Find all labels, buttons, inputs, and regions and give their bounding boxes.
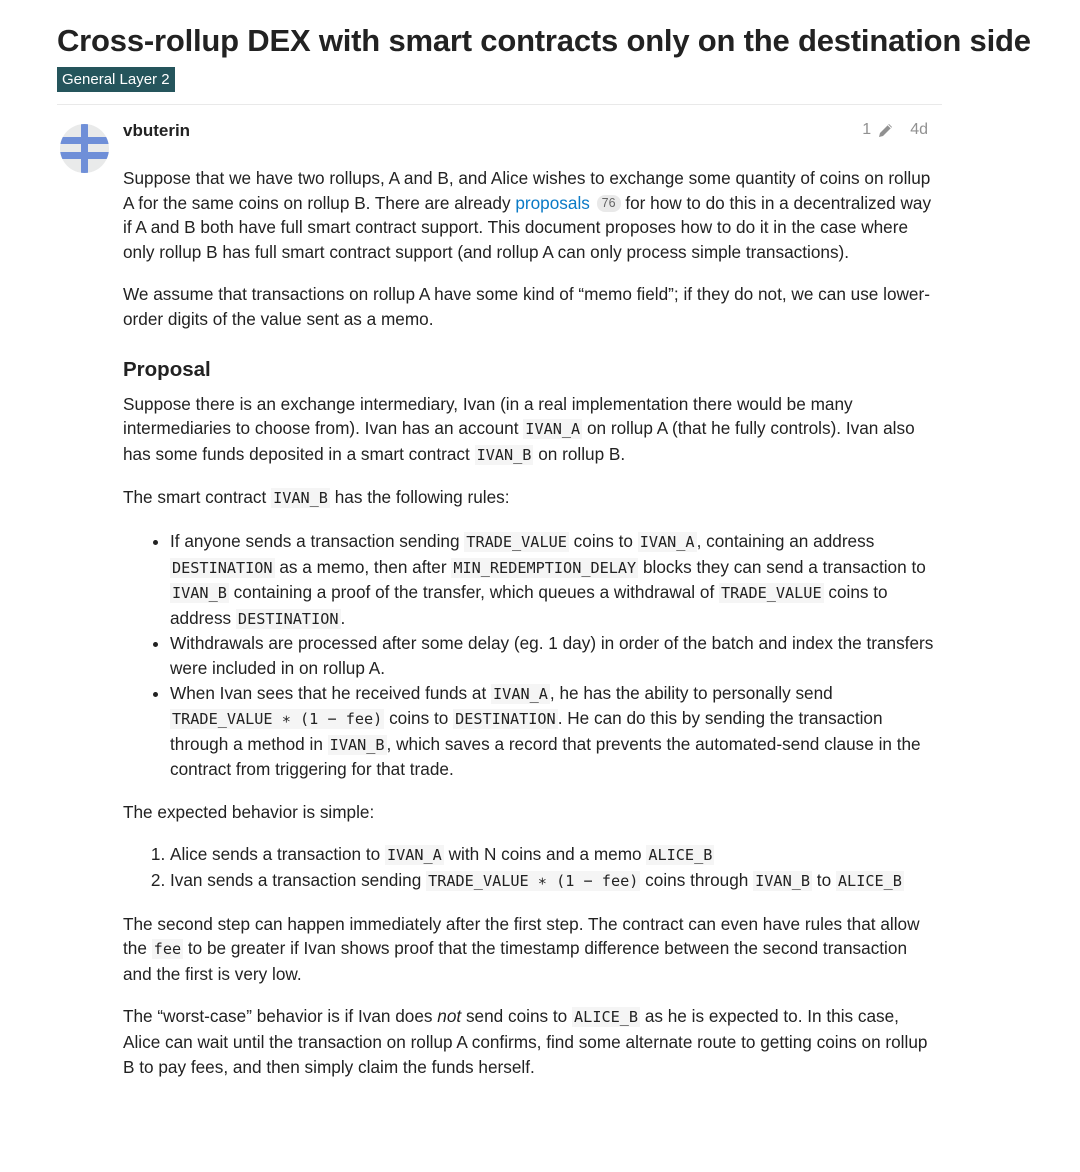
link-click-count: 76 <box>597 195 621 212</box>
edit-count[interactable]: 1 <box>862 121 872 138</box>
paragraph: Suppose there is an exchange intermediary, Ivan (in a real implementation there would be many intermediaries to choose from). Ivan has an account IVAN_A on rollup A (that he fully controls). Ivan also has some funds deposited in a smart contract IVAN_B on rollup B. <box>123 393 915 464</box>
list-item: • When Ivan sees that he received funds at IVAN_A , he has the ability to personally send TRADE_VALUE ∗ (1 − fee) coins to DESTINATION . He can do this by sending the transaction through a method in IVAN_B , which saves a record that prevents the automated-send clause in the contract from triggering for that trade. <box>170 681 935 782</box>
paragraph: Suppose that we have two rollups, A and B, and Alice wishes to exchange some quantity of coins on rollup A for the same coins on rollup B. There are already proposals 76 for how to do this in a decentralized way if A and B both have full smart contract support. This document proposes how to do it in the case where only rollup B has full smart contract support (and rollup A can only process simple transactions). <box>123 168 932 262</box>
rules-list <box>123 529 935 782</box>
pencil-icon[interactable] <box>877 122 894 139</box>
title-divider <box>57 104 942 105</box>
paragraph: The second step can happen immediately after the first step. The contract can even have rules that allow the fee to be greater if Ivan shows proof that the timestamp difference between the second transaction and the first is very low. <box>123 913 920 984</box>
section-heading: Proposal <box>123 357 211 381</box>
category-badge[interactable]: General Layer 2 <box>57 67 175 92</box>
paragraph: We assume that transactions on rollup A have some kind of “memo field”; if they do not, we can use lower-order digits of the value sent as a memo. <box>123 284 930 329</box>
list-item: • If anyone sends a transaction sending TRADE_VALUE coins to IVAN_A , containing an address DESTINATION as a memo, then after MIN_REDEMPTION_DELAY blocks they can send a transaction to IVAN_B containing a proof of the transfer, which queues a withdrawal of TRADE_VALUE coins to address DESTINATION . <box>170 529 935 631</box>
post-username[interactable]: vbuterin <box>123 121 191 140</box>
proposals-link[interactable]: proposals <box>515 192 590 213</box>
paragraph: The “worst-case” behavior is if Ivan does not send coins to ALICE_B as he is expected to. In this case, Alice can wait until the transaction on rollup A confirms, find some alternate route to getting coins on rollup B to pay fees, and then simply claim the funds herself. <box>123 1006 928 1077</box>
post-body <box>123 166 935 1097</box>
user-avatar[interactable] <box>60 124 109 173</box>
list-item: 1. Alice sends a transaction to IVAN_A with N coins and a memo ALICE_B <box>170 842 935 868</box>
list-item: 2. Ivan sends a transaction sending TRADE_VALUE ∗ (1 − fee) coins through IVAN_B to ALICE_B <box>170 868 935 894</box>
post-meta <box>862 121 928 139</box>
topic-title[interactable]: Cross-rollup DEX with smart contracts only on the destination side <box>57 23 1031 58</box>
paragraph: The expected behavior is simple: <box>123 801 375 822</box>
list-item: • Withdrawals are processed after some delay (eg. 1 day) in order of the batch and index the transfers were included in on rollup A. <box>170 631 935 680</box>
paragraph: The smart contract IVAN_B has the following rules: <box>123 487 510 508</box>
post-age[interactable]: 4d <box>910 121 928 138</box>
steps-list <box>123 842 935 893</box>
